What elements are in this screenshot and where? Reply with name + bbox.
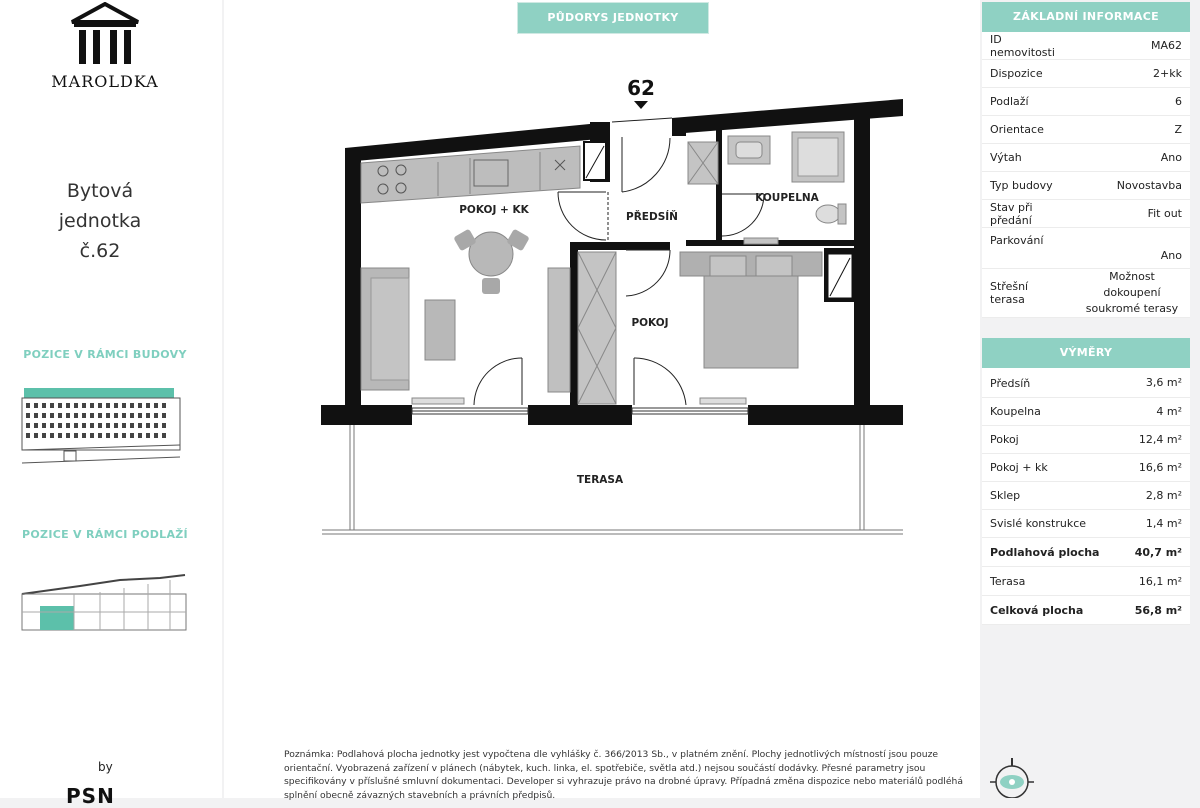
area-value: 2,8 m² <box>1120 482 1190 510</box>
dining-table <box>469 232 513 276</box>
room-label-pokoj: POKOJ <box>631 317 669 329</box>
logo-text: MAROLDKA <box>51 72 159 91</box>
info-label: Orientace <box>982 116 1074 144</box>
info-value: Ano <box>1074 228 1190 269</box>
info-value: MA62 <box>1074 32 1190 60</box>
info-value: Fit out <box>1074 200 1190 228</box>
area-label: Svislé konstrukce <box>982 510 1120 538</box>
unit-number: 62 <box>627 76 655 100</box>
table-row <box>982 88 1190 116</box>
table-row <box>982 60 1190 88</box>
area-value: 1,4 m² <box>1120 510 1190 538</box>
area-label: Pokoj + kk <box>982 454 1120 482</box>
table-row <box>982 482 1190 510</box>
disclaimer-note: Poznámka: Podlahová plocha jednotky jest vypočtena dle vyhlášky č. 366/2013 Sb., v platném znění. Plochy jednotlivých místností jsou pouze orientační. Vyobrazená zařízení v plánech (nábytek, kuch. linka, el. spotřebiče, světla atd.) nejsou součástí dodávky. Přesné parametry jsou specifikovány v příslušné smluvní dokumentaci. Developer si vyhrazuje právo na drobné úpravy. Případná změna dispozice nebo materiálů podléhá splnění obecně závazných stavebních a právních předpisů. <box>284 749 963 801</box>
table-row <box>982 510 1190 538</box>
table-row <box>982 538 1190 567</box>
table-row <box>982 32 1190 60</box>
area-label: Terasa <box>982 567 1120 596</box>
info-label: Střešní terasa <box>982 269 1074 318</box>
area-value: 3,6 m² <box>1120 368 1190 398</box>
info-label: Dispozice <box>982 60 1074 88</box>
floor-position-thumbnail <box>20 572 188 634</box>
area-label: Koupelna <box>982 398 1120 426</box>
table-row <box>982 567 1190 596</box>
building-position-label: POZICE V RÁMCI BUDOVY <box>23 348 187 361</box>
table-row <box>982 398 1190 426</box>
table-row <box>982 144 1190 172</box>
area-value: 40,7 m² <box>1120 538 1190 567</box>
compass-icon <box>990 758 1034 798</box>
wardrobe <box>578 252 616 404</box>
basic-info-panel <box>982 2 1190 318</box>
info-label: Podlaží <box>982 88 1074 116</box>
areas-table <box>982 368 1190 625</box>
area-value: 56,8 m² <box>1120 596 1190 625</box>
unit-title-line: č.62 <box>79 240 121 262</box>
basic-info-table <box>982 32 1190 318</box>
bed <box>680 252 822 276</box>
areas-header: VÝMĚRY <box>982 338 1190 368</box>
info-value: Možnost dokoupení soukromé terasy <box>1074 269 1190 318</box>
tv-cabinet <box>548 268 570 392</box>
table-row <box>982 426 1190 454</box>
room-label-pokoj-kk: POKOJ + KK <box>459 204 529 216</box>
area-value: 4 m² <box>1120 398 1190 426</box>
info-value: 2+kk <box>1074 60 1190 88</box>
info-value: Ano <box>1074 144 1190 172</box>
entrance-arrow-icon <box>634 101 648 109</box>
unit-title-line: Bytová <box>66 180 134 202</box>
info-value: Z <box>1074 116 1190 144</box>
area-value: 12,4 m² <box>1120 426 1190 454</box>
info-label: Parkování <box>982 228 1074 269</box>
area-label: Sklep <box>982 482 1120 510</box>
info-label: Typ budovy <box>982 172 1074 200</box>
area-label: Předsíň <box>982 368 1120 398</box>
floor-position-label: POZICE V RÁMCI PODLAŽÍ <box>22 528 188 541</box>
coffee-table <box>425 300 455 360</box>
info-label: Stav při předání <box>982 200 1074 228</box>
table-row <box>982 200 1190 228</box>
basic-info-header: ZÁKLADNÍ INFORMACE <box>982 2 1190 32</box>
toilet <box>816 205 840 223</box>
unit-title-line: jednotka <box>58 210 142 232</box>
table-row <box>982 269 1190 318</box>
plan-header: PŮDORYS JEDNOTKY <box>517 2 709 34</box>
info-label: ID nemovitosti <box>982 32 1074 60</box>
table-row <box>982 596 1190 625</box>
table-row <box>982 454 1190 482</box>
info-value: 6 <box>1074 88 1190 116</box>
info-value: Novostavba <box>1074 172 1190 200</box>
room-label-predsin: PŘEDSÍŇ <box>626 211 678 223</box>
areas-panel <box>982 338 1190 625</box>
area-label: Celková plocha <box>982 596 1120 625</box>
room-label-koupelna: KOUPELNA <box>755 192 819 204</box>
area-value: 16,1 m² <box>1120 567 1190 596</box>
area-label: Podlahová plocha <box>982 538 1120 567</box>
area-label: Pokoj <box>982 426 1120 454</box>
table-row <box>982 228 1190 269</box>
table-row <box>982 116 1190 144</box>
table-row <box>982 172 1190 200</box>
area-value: 16,6 m² <box>1120 454 1190 482</box>
by-label: by <box>98 760 113 774</box>
info-label: Výtah <box>982 144 1074 172</box>
psn-logo-icon: PSN <box>66 784 115 808</box>
room-label-terasa: TERASA <box>576 474 624 486</box>
table-row <box>982 368 1190 398</box>
